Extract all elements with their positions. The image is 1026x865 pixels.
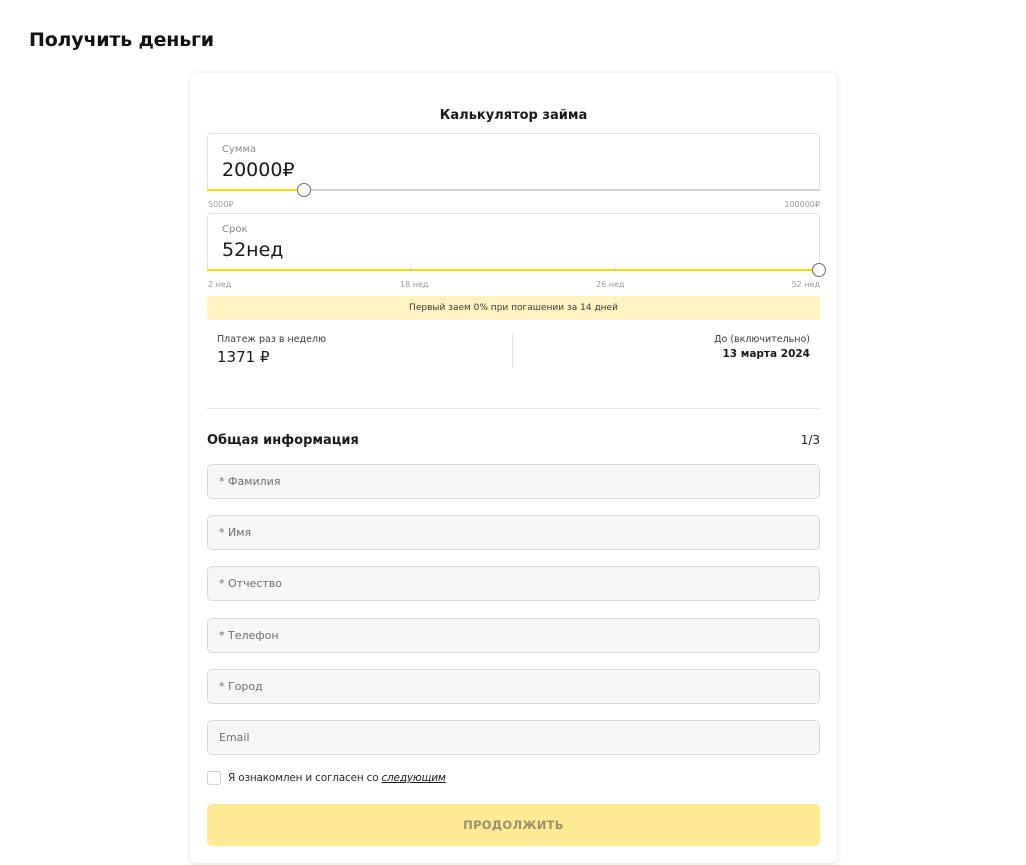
term-tick-mark — [614, 268, 615, 271]
form-step-indicator: 1/3 — [800, 433, 820, 447]
amount-slider-track[interactable] — [207, 189, 820, 191]
phone-input[interactable] — [207, 618, 820, 653]
term-tick-label: 26 нед — [596, 280, 625, 289]
term-slider-handle[interactable] — [812, 263, 826, 277]
amount-slider-box — [207, 133, 820, 191]
last-name-input[interactable] — [207, 464, 820, 499]
due-date-label: До (включительно) — [714, 334, 810, 345]
first-name-input[interactable] — [207, 515, 820, 550]
due-date-value: 13 марта 2024 — [722, 348, 810, 360]
amount-max-label: 100000₽ — [784, 200, 820, 209]
term-tick-label: 18 нед — [400, 280, 429, 289]
amount-min-label: 5000₽ — [208, 200, 234, 209]
weekly-payment — [217, 334, 326, 366]
agreement-checkbox[interactable] — [207, 771, 221, 785]
amount-slider-handle[interactable] — [297, 183, 311, 197]
agreement-row — [207, 771, 446, 785]
amount-range-labels — [207, 200, 820, 212]
amount-slider-fill — [207, 189, 304, 191]
term-tick-mark — [410, 268, 411, 271]
patronymic-input[interactable] — [207, 566, 820, 601]
agreement-link[interactable]: следующим — [381, 772, 446, 784]
continue-button[interactable]: ПРОДОЛЖИТЬ — [207, 804, 820, 846]
amount-value[interactable]: 20000₽ — [222, 159, 295, 181]
agreement-text: Я ознакомлен и согласен со — [228, 772, 379, 784]
city-input[interactable] — [207, 669, 820, 704]
weekly-payment-label: Платеж раз в неделю — [217, 334, 327, 345]
payment-divider — [512, 333, 513, 368]
section-divider — [207, 408, 820, 409]
due-date — [714, 334, 810, 360]
email-input[interactable] — [207, 720, 820, 755]
term-value[interactable]: 52нед — [222, 239, 284, 261]
calculator-title: Калькулятор займа — [439, 108, 588, 123]
term-tick-label: 52 нед — [791, 280, 820, 289]
term-tick-labels — [207, 280, 820, 292]
term-slider-box — [207, 213, 820, 271]
form-section-title: Общая информация — [207, 433, 359, 448]
term-label: Срок — [222, 224, 248, 235]
term-tick-label: 2 нед — [208, 280, 232, 289]
term-slider-fill — [207, 269, 820, 271]
promo-banner: Первый заем 0% при погашении за 14 дней — [207, 296, 820, 320]
amount-label: Сумма — [222, 144, 257, 155]
term-slider-track[interactable] — [207, 269, 820, 271]
page-title: Получить деньги — [29, 29, 214, 51]
loan-card — [190, 73, 837, 863]
weekly-payment-value: 1371 ₽ — [217, 348, 270, 366]
